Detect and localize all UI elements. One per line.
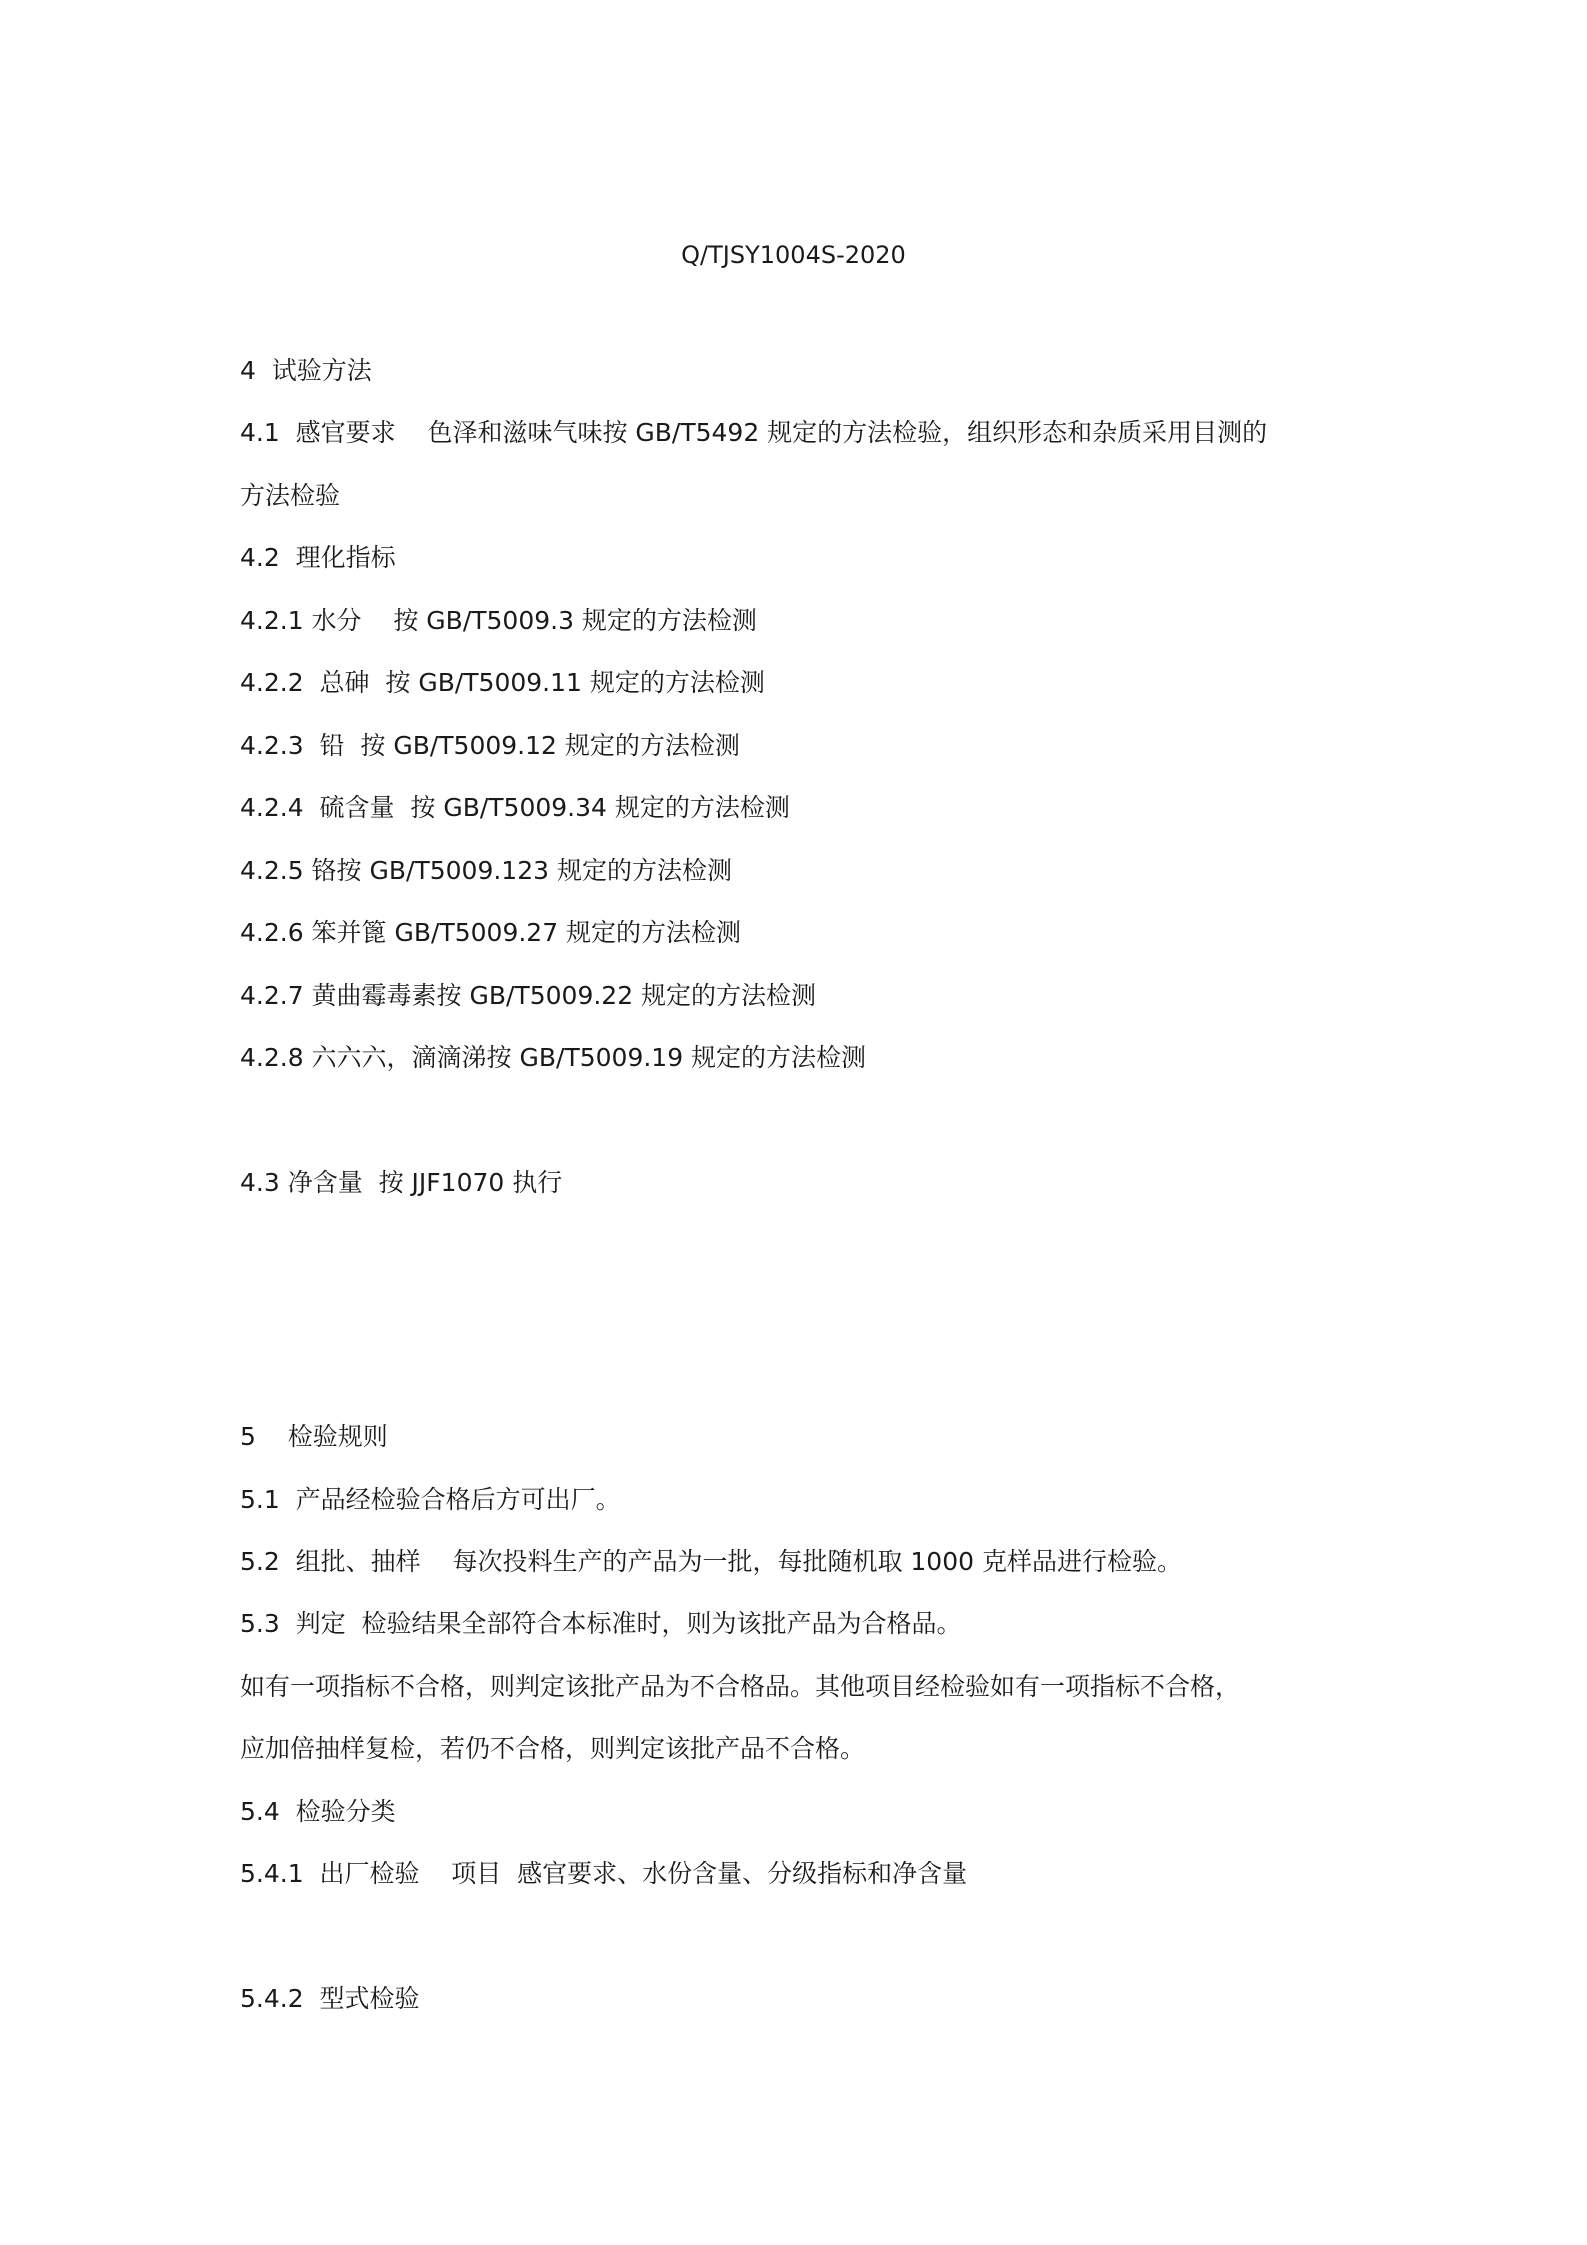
clause-4-2-8: 4.2.8 六六六，滴滴涕按 GB/T5009.19 规定的方法检测 <box>240 1043 867 1072</box>
clause-5-2: 5.2 组批、抽样 每次投料生产的产品为一批，每批随机取 1000 克样品进行检验。 <box>240 1547 1182 1576</box>
clause-4-2-2: 4.2.2 总砷 按 GB/T5009.11 规定的方法检测 <box>240 668 765 697</box>
clause-5-3-continuation-2: 应加倍抽样复检，若仍不合格，则判定该批产品不合格。 <box>240 1734 866 1763</box>
clause-5-1: 5.1 产品经检验合格后方可出厂。 <box>240 1485 621 1514</box>
clause-4-2-7: 4.2.7 黄曲霉毒素按 GB/T5009.22 规定的方法检测 <box>240 981 817 1010</box>
clause-4-1-line-1: 4.1 感官要求 色泽和滋味气味按 GB/T5492 规定的方法检验，组织形态和杂质采用目测的 <box>240 418 1268 447</box>
clause-5-3: 5.3 判定 检验结果全部符合本标准时，则为该批产品为合格品。 <box>240 1609 962 1638</box>
clause-5-3-continuation-1: 如有一项指标不合格，则判定该批产品为不合格品。其他项目经检验如有一项指标不合格， <box>240 1672 1241 1701</box>
clause-4-1-line-2: 方法检验 <box>240 481 341 510</box>
clause-4-2-3: 4.2.3 铅 按 GB/T5009.12 规定的方法检测 <box>240 731 740 760</box>
clause-4-2-4: 4.2.4 硫含量 按 GB/T5009.34 规定的方法检测 <box>240 793 790 822</box>
clause-4-2-1: 4.2.1 水分 按 GB/T5009.3 规定的方法检测 <box>240 606 757 635</box>
section-4-heading: 4 试验方法 <box>240 356 372 385</box>
clause-5-4-2: 5.4.2 型式检验 <box>240 1984 420 2013</box>
clause-4-2-5: 4.2.5 铬按 GB/T5009.123 规定的方法检测 <box>240 856 732 885</box>
clause-4-3: 4.3 净含量 按 JJF1070 执行 <box>240 1168 563 1197</box>
clause-4-2-heading: 4.2 理化指标 <box>240 543 396 572</box>
clause-4-2-6: 4.2.6 笨并篦 GB/T5009.27 规定的方法检测 <box>240 918 742 947</box>
clause-5-4-heading: 5.4 检验分类 <box>240 1797 396 1826</box>
section-5-heading: 5 检验规则 <box>240 1422 388 1451</box>
standard-code-header: Q/TJSY1004S-2020 <box>681 241 906 269</box>
clause-5-4-1: 5.4.1 出厂检验 项目 感官要求、水份含量、分级指标和净含量 <box>240 1859 968 1888</box>
